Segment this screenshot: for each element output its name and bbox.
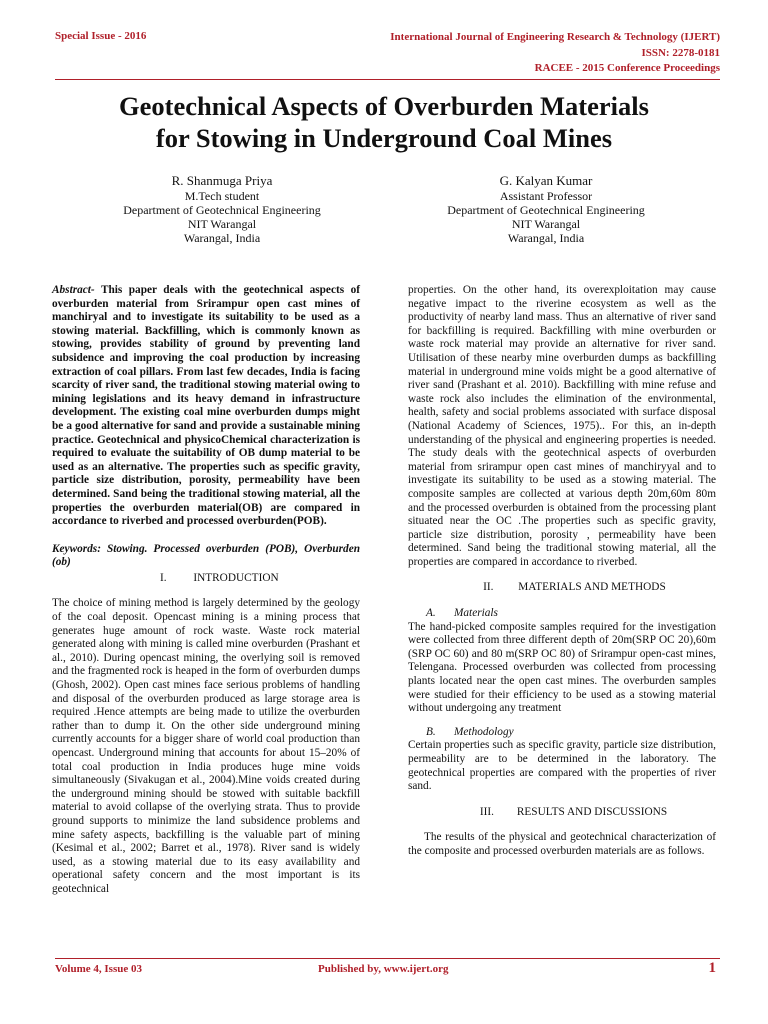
author-inst: NIT Warangal (511, 217, 581, 231)
intro-paragraph: The choice of mining method is largely determined by the geology of the coal deposit. Opencast mining is a mining process that generates huge amount of rock waste. Waste rock material generated along with mining is called mine overburden (Prashant et al., 2010). During opencast mining, the overlying soil is removed and the fragmented rock is heaped in the form of overburden dumps (Ghosh, 2002). Open cast mines face serious problems of handling and disposal of the overburden produced as large storage area is required .Hence attempts are being made to utilize the overburden rather than to dump it. On the other side underground mining currently accounts for a bigger share of world coal production than opencast. Underground mining that accounts for about 15‒20% of total coal production in India produces huge mine voids simultaneously (Sivakugan et al., 2004).Mine voids created during the underground mining should be stowed with suitable backfill material to avoid collapse of the overlying strata. Thus to provide ground supports to minimize the land subsidence problems and mine safety aspects, backfilling is the valuable part of mining (Kesimal et al., 2002; Barret et al., 1978). River sand is widely used, as a stowing material due to its easy availability and operational safety concern and the most important is its geotechnical (52, 597, 360, 895)
author-city: Warangal, India (507, 231, 585, 245)
subsection-title: Materials (454, 607, 498, 620)
author-1 (72, 172, 372, 245)
author-name: R. Shanmuga Priya (171, 173, 273, 188)
page-header (0, 0, 768, 80)
subsection-title: Methodology (454, 725, 514, 738)
section-heading-results (408, 806, 716, 820)
section-title: MATERIALS AND METHODS (518, 581, 666, 594)
author-dept: Department of Geotechnical Engineering (123, 203, 321, 217)
subsection-heading-materials (426, 607, 716, 621)
methodology-paragraph: Certain properties such as specific gravity, particle size distribution, permeability are to be determined in the laboratory. The geotechnical properties are compared with the properties of river sand. (408, 739, 716, 793)
right-column (408, 284, 716, 859)
keywords: Keywords: Stowing. Processed overburden (POB), Overburden (ob) (52, 542, 360, 569)
author-role: M.Tech student (184, 189, 260, 203)
header-rule (55, 79, 720, 80)
page-number: 1 (708, 960, 716, 976)
author-2 (396, 172, 696, 245)
subsection-number: A. (426, 607, 436, 620)
issn: ISSN: 2278-0181 (641, 46, 720, 59)
section-heading-methods (408, 581, 716, 595)
section-number: III. (479, 805, 494, 818)
abstract (52, 284, 360, 529)
section-number: II. (483, 581, 494, 594)
conference: RACEE - 2015 Conference Proceedings (534, 62, 720, 74)
publisher-link[interactable]: Published by, www.ijert.org (318, 963, 449, 975)
results-paragraph: The results of the physical and geotechnical characterization of the composite and processed overburden materials are as follows. (408, 831, 716, 857)
abstract-text: This paper deals with the geotechnical aspects of overburden material from Srirampur open cast mines of manchiryal and to investigate its suitability to be used as a stowing material. Backfilling, which is commonly known as stowing, provides stability of ground by preventing land subsidence and improving the coal production by increasing extraction of coal pillars. From last few decades, India is facing scarcity of river sand, the traditional stowing material owing to mining legislations and its heavy demand in infrastructure development. The existing coal mine overburden dumps might be a good alternative for sand and provide a sustainable mining practice. Geotechnical and physicoChemical characterization is required to evaluate the suitability of OB dump material to be used as an alternative. The properties such as specific gravity, particle size distribution, porosity, permeability have been determined. Sand being the traditional stowing material, all the properties the overburden material(OB) are compared in accordance to riverbed and processed overburden(POB). (52, 284, 360, 528)
subsection-number: B. (426, 725, 436, 738)
footer-rule (55, 958, 720, 959)
author-name: G. Kalyan Kumar (499, 173, 593, 188)
section-title: INTRODUCTION (193, 571, 279, 584)
intro-paragraph-continued: properties. On the other hand, its overexploitation may cause negative impact to the riverine ecosystem as well as the productivity of nearby land mass. Thus an alternative of river sand for backfilling is required. Backfilling with mine overburden or waste rock material may provide an alternative for river sand. Utilisation of these nearby mine overburden dumps as backfilling material in underground mine voids might be a good alternative of river sand (Prashant et al. 2010). Backfilling with mine refuse and waste rock also includes the elimination of the environmental, health, safety and social problems associated with surface disposal (National Academy of Sciences, 1975).. For this, an in-depth understanding of the physical and engineering properties is needed. The study deals with the geotechnical aspects of overburden material from srirampur open cast mines of manchiryyal and to investigate its suitability to be used as a stowing material. The composite samples are collected at various depth 20m,60m 80m and the processed overburden is obtained from the processing plant situated near the OC .The properties such as specific gravity, particle size distribution, porosity , permeability have been determined. Sand being the traditional stowing material, all the properties are compared in accordance to riverbed. (408, 284, 716, 568)
materials-paragraph: The hand-picked composite samples required for the investigation were collected from three different depth of 20m(SRP OC 20),60m (SRP OC 60) and 80 m(SRP OC 80) of Srirampur open-cast mines, Telengana. Processed overburden was collected from processing plants located near the open cast mines. The overburden samples were studied for their efficiency to be used as a stowing material without undergoing any treatment (408, 620, 716, 715)
section-title: RESULTS AND DISCUSSIONS (516, 805, 668, 818)
volume-issue: Volume 4, Issue 03 (55, 963, 142, 975)
title-line-1: Geotechnical Aspects of Overburden Materials (119, 91, 649, 121)
author-city: Warangal, India (183, 231, 261, 245)
journal-info (320, 30, 720, 77)
abstract-label: Abstract- (52, 284, 95, 296)
issue-label: Special Issue - 2016 (55, 30, 147, 42)
author-dept: Department of Geotechnical Engineering (447, 203, 645, 217)
title-line-2: for Stowing in Underground Coal Mines (155, 123, 613, 153)
journal-name: International Journal of Engineering Research & Technology (IJERT) (390, 31, 720, 43)
subsection-heading-methodology (426, 726, 716, 740)
paper-title (40, 90, 728, 154)
author-inst: NIT Warangal (187, 217, 257, 231)
section-heading-introduction (52, 572, 360, 586)
section-number: I. (160, 571, 167, 584)
left-column (52, 284, 360, 897)
author-role: Assistant Professor (499, 189, 593, 203)
